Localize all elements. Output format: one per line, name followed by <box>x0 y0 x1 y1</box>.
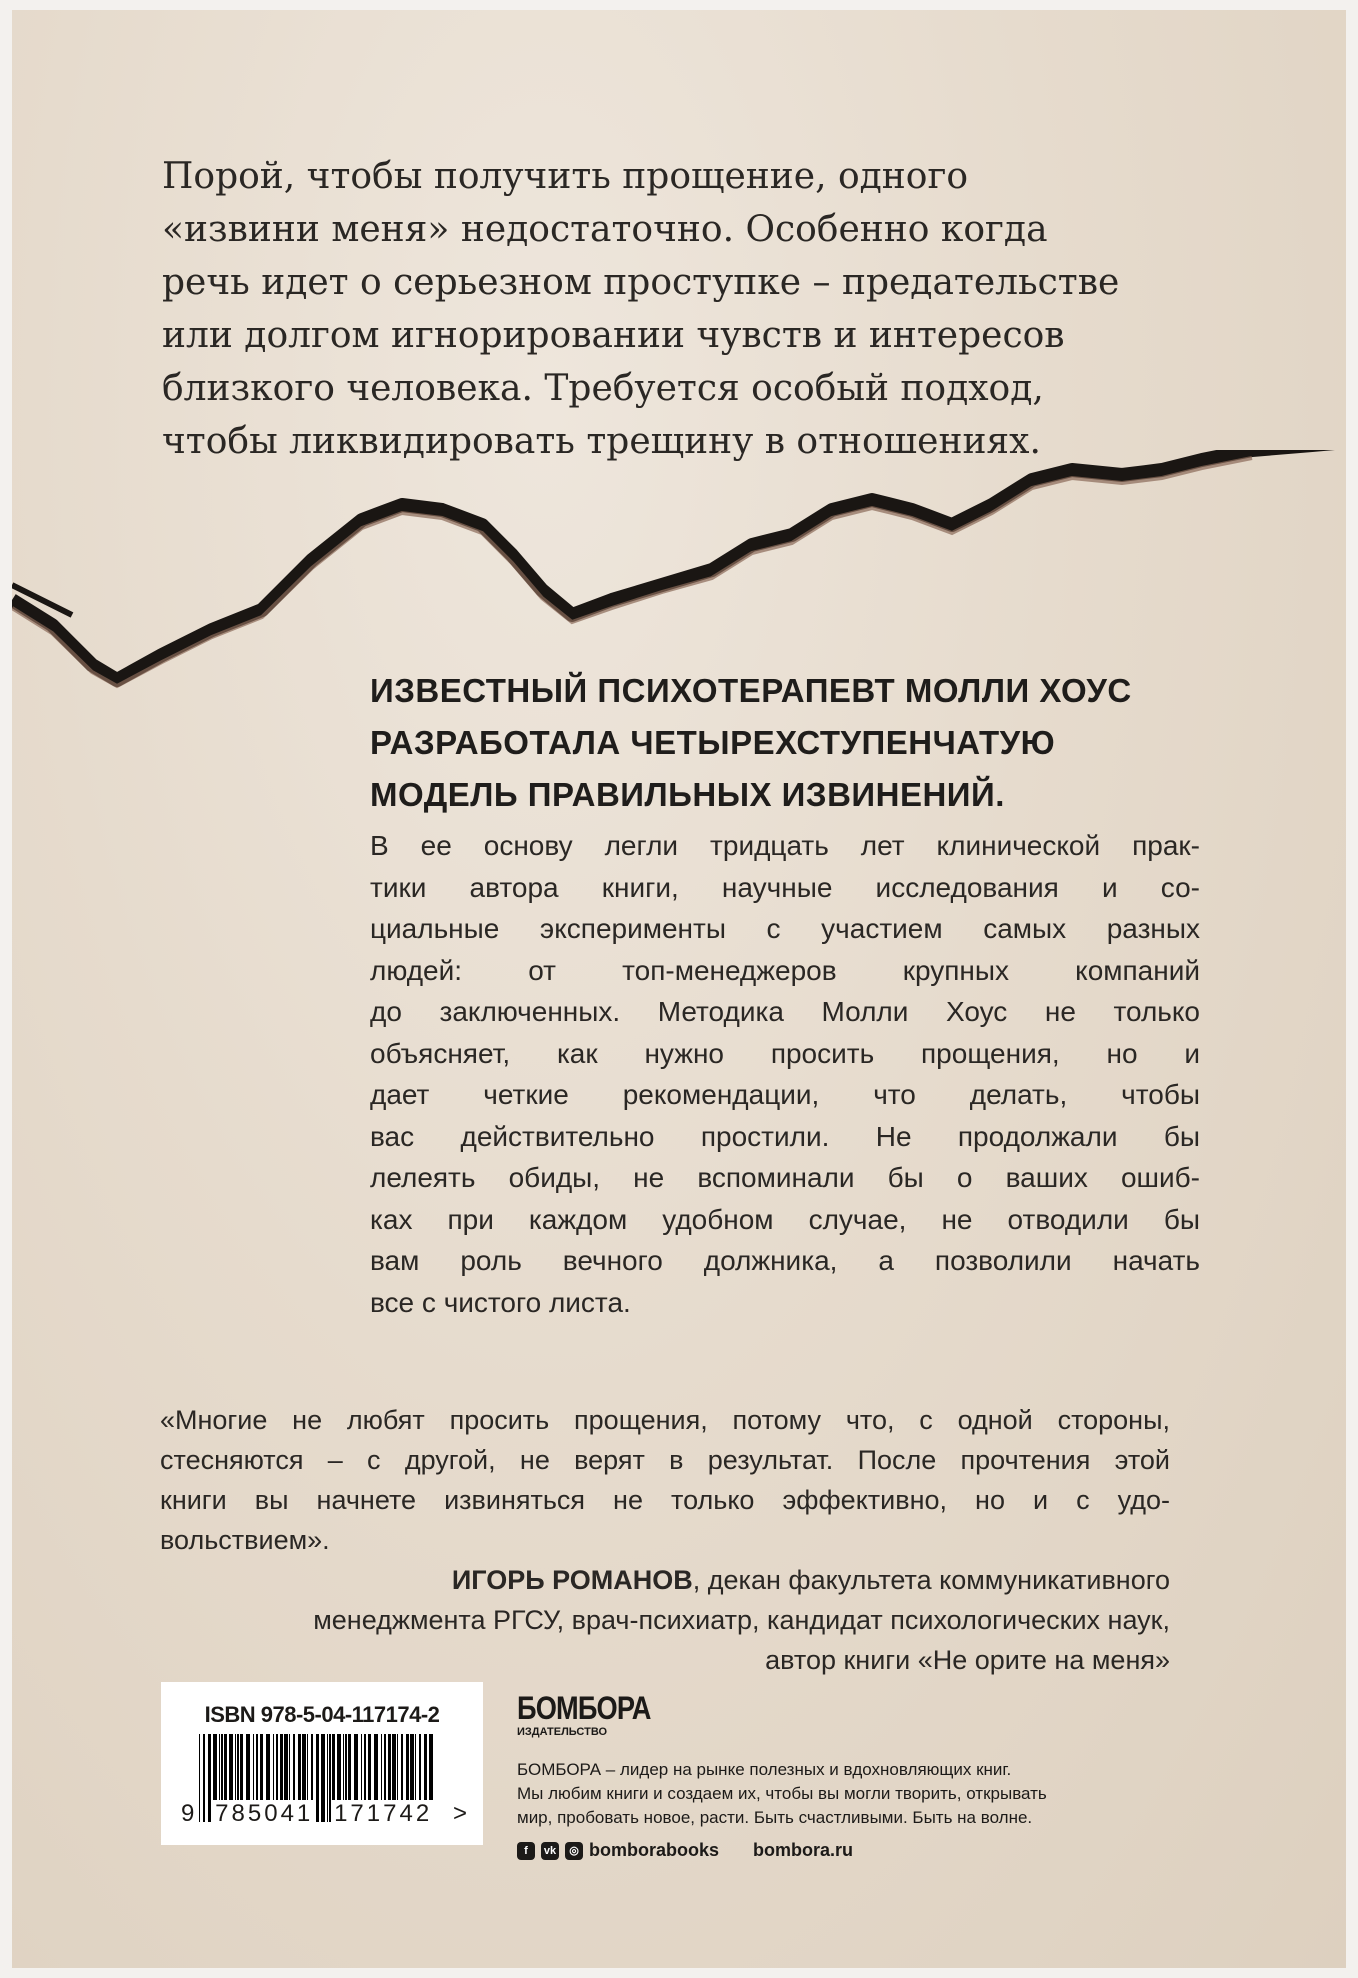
quote-line: стесняются – с другой, не верят в результат. После прочтения этой <box>160 1445 1170 1475</box>
author-title: менеджмента РГСУ, врач-психиатр, кандидат психологических наук, <box>313 1605 1170 1635</box>
intro-line: «извини меня» недостаточно. Особенно когда <box>162 209 1048 250</box>
barcode-digit-group: 171742 <box>334 1800 433 1827</box>
quote-attribution <box>160 1560 1170 1600</box>
intro-text <box>162 150 1162 468</box>
publisher-block <box>517 1692 1047 1861</box>
heading-line: ИЗВЕСТНЫЙ ПСИХОТЕРАПЕВТ МОЛЛИ ХОУС <box>370 672 1132 709</box>
body-line: все с чистого листа. <box>370 1286 631 1318</box>
body-line: В ее основу легли тридцать лет клинической прак- <box>370 830 1200 861</box>
barcode-digits <box>179 1800 469 1828</box>
back-cover <box>12 10 1346 1968</box>
publisher-subtitle: ИЗДАТЕЛЬСТВО <box>517 1726 608 1738</box>
feature-heading <box>370 665 1132 821</box>
intro-line: близкого человека. Требуется особый подход, <box>162 368 1044 409</box>
barcode-digit-group: > <box>452 1800 467 1827</box>
isbn-label: ISBN 978-5-04-117174-2 <box>204 1702 440 1727</box>
body-line: вам роль вечного должника, а позволили начать <box>370 1245 1200 1276</box>
author-name: ИГОРЬ РОМАНОВ <box>451 1565 693 1595</box>
body-line: тики автора книги, научные исследования и со- <box>370 871 1200 903</box>
intro-line: чтобы ликвидировать трещину в отношениях. <box>162 421 1041 462</box>
barcode-digit-group: 785041 <box>215 1800 314 1827</box>
quote-line: вольствием». <box>160 1525 330 1555</box>
publisher-links <box>517 1840 1047 1861</box>
body-line: объясняет, как нужно просить прощения, но и <box>370 1037 1200 1069</box>
vk-icon: vk <box>541 1842 559 1860</box>
description <box>370 825 1200 1323</box>
author-title: , декан факультета коммуникативного <box>692 1565 1170 1595</box>
body-line: вас действительно простили. Не продолжали бы <box>370 1120 1200 1152</box>
barcode-digit-group: 9 <box>181 1800 195 1827</box>
isbn-barcode <box>161 1682 483 1845</box>
intro-line: Порой, чтобы получить прощение, одного <box>162 156 969 197</box>
intro-line: речь идет о серьезном проступке – предательстве <box>162 262 1120 303</box>
body-line: людей: от топ-менеджеров крупных компаний <box>370 954 1200 986</box>
author-title: автор книги «Не орите на меня» <box>765 1645 1170 1675</box>
quote-line: «Многие не любят просить прощения, потому что, с одной стороны, <box>160 1405 1170 1435</box>
heading-line: МОДЕЛЬ ПРАВИЛЬНЫХ ИЗВИНЕНИЙ. <box>370 776 1005 813</box>
body-line: циальные эксперименты с участием самых разных <box>370 913 1200 944</box>
facebook-icon: f <box>517 1842 535 1860</box>
publisher-description <box>517 1758 1047 1830</box>
publisher-logo: БОМБОРА <box>517 1690 651 1726</box>
instagram-icon: ◎ <box>565 1842 583 1860</box>
body-line: до заключенных. Методика Молли Хоус не только <box>370 996 1200 1027</box>
publisher-desc-line: Мы любим книги и создаем их, чтобы вы могли творить, открывать <box>517 1784 1047 1803</box>
heading-line: РАЗРАБОТАЛА ЧЕТЫРЕХСТУПЕНЧАТУЮ <box>370 724 1056 761</box>
social-handle: bomborabooks <box>589 1840 720 1860</box>
testimonial <box>160 1400 1170 1680</box>
body-line: дает четкие рекомендации, что делать, чтобы <box>370 1079 1200 1110</box>
quote-line: книги вы начнете извиняться не только эффективно, но и с удо- <box>160 1485 1170 1515</box>
publisher-desc-line: мир, пробовать новое, расти. Быть счастливыми. Быть на волне. <box>517 1808 1033 1827</box>
publisher-desc-line: БОМБОРА – лидер на рынке полезных и вдохновляющих книг. <box>517 1760 1012 1779</box>
body-line: ках при каждом удобном случае, не отводили бы <box>370 1203 1200 1235</box>
intro-line: или долгом игнорировании чувств и интересов <box>162 315 1065 356</box>
body-line: лелеять обиды, не вспоминали бы о ваших ошиб- <box>370 1162 1200 1193</box>
website: bombora.ru <box>753 1840 854 1860</box>
